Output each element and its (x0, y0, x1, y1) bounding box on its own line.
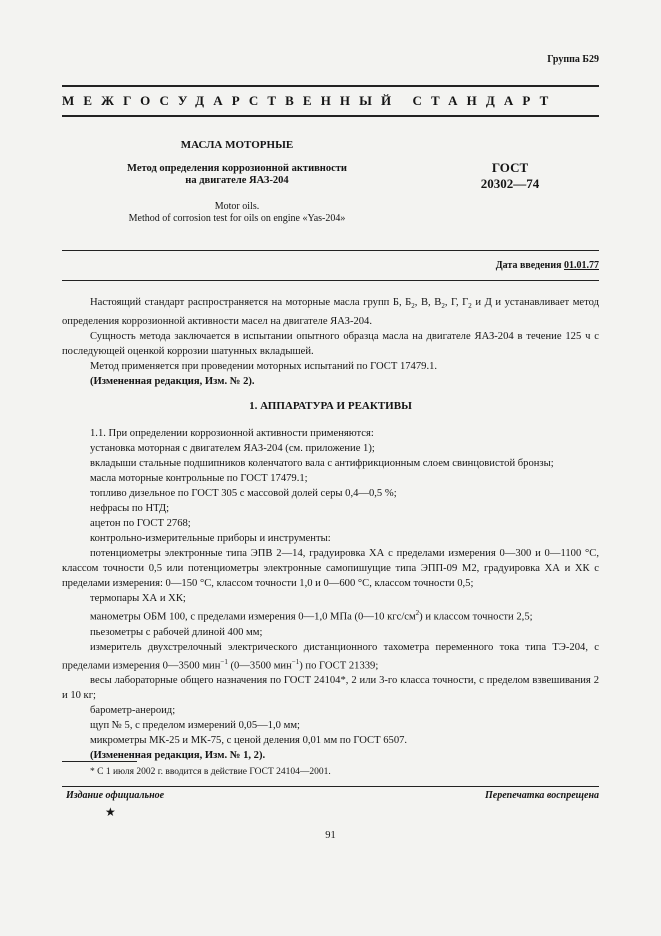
banner-rule (62, 115, 599, 117)
list-item: установка моторная с двигателем ЯАЗ-204 (см. приложение 1); (90, 443, 375, 455)
star-icon: ★ (105, 805, 116, 819)
text-run: измеритель двухстрелочный электрического дистанционного тахометра переменного тока типа ТЭ-204, с пределами измерения 0—3500 мин (62, 641, 599, 672)
subscript: 2 (468, 302, 472, 311)
list-item: топливо дизельное по ГОСТ 305 с массовой долей серы 0,4—0,5 %; (90, 488, 397, 500)
list-item: 1.1. При определении коррозионной активности применяются: (90, 428, 374, 440)
document-subtitle (62, 163, 412, 187)
text-run: , В, В (414, 297, 442, 308)
text-run: ) и классом точности 2,5; (419, 611, 533, 623)
gost-code: 20302—74 (480, 176, 540, 191)
date-rule (62, 280, 599, 281)
footnote-rule (62, 761, 137, 762)
english-title (62, 201, 412, 225)
paragraph-application: Метод применяется при проведении моторных испытаний по ГОСТ 17479.1. (90, 361, 438, 373)
subscript: 2 (441, 302, 445, 311)
top-rule (62, 85, 599, 87)
amendment-note: (Измененная редакция, Изм. № 1, 2). (90, 750, 266, 762)
list-item: ацетон по ГОСТ 2768; (90, 518, 191, 530)
list-item: микрометры МК-25 и МК-75, с ценой деления 0,01 мм по ГОСТ 6507. (90, 735, 408, 747)
document-title: МАСЛА МОТОРНЫЕ (180, 139, 294, 151)
gost-number (440, 160, 580, 192)
superscript: 2 (415, 609, 420, 618)
text-run: (0—3500 мин (227, 660, 292, 672)
effective-date-value: 01.01.77 (564, 260, 599, 271)
standard-banner: МЕЖГОСУДАРСТВЕННЫЙ СТАНДАРТ (62, 93, 558, 108)
text-run: и Д и устанавливает метод определения коррозионной активности масел на двигателе ЯАЗ-204. (62, 297, 599, 328)
list-item: нефрасы по НТД; (90, 503, 170, 515)
paragraph-scope (62, 295, 599, 329)
edition-note: Издание официальное (66, 790, 165, 801)
footnote: * С 1 июля 2002 г. вводится в действие ГОСТ 24104—2001. (90, 767, 331, 777)
list-item (62, 606, 599, 625)
effective-date-label: Дата введения (495, 260, 562, 271)
footer-rule (62, 786, 599, 787)
english-title-line-1: Motor oils. (214, 201, 260, 212)
subscript: 2 (411, 302, 415, 311)
superscript: −1 (220, 657, 228, 666)
list-item: потенциометры электронные типа ЭПВ 2—14, градуировка ХА с пределами измерения 0—300 и 0—1100 °С, классом точности 0,5 или потенциометры электронные самопишущие типа ЭПП-09 М2, градуировка ХА и ХК с пределами измерения: 0—150 °С, классом точности 1,0 и 0—600 °С, классом точности 0,5; (62, 548, 599, 590)
list-item: щуп № 5, с пределом измерений 0,05—1,0 мм; (90, 720, 300, 732)
subtitle-line-1: Метод определения коррозионной активности (127, 163, 347, 174)
main-text (62, 295, 599, 763)
paragraph-essence: Сущность метода заключается в испытании опытного образца масла на двигателе ЯАЗ-204 в течение 125 ч с последующей оценкой коррозии шатунных вкладышей. (62, 331, 599, 358)
list-item: контрольно-измерительные приборы и инструменты: (90, 533, 331, 545)
reprint-note: Перепечатка воспрещена (485, 790, 599, 801)
group-code: Группа Б29 (547, 54, 599, 65)
text-run: , Г, Г (444, 297, 469, 308)
list-item: весы лабораторные общего назначения по ГОСТ 24104*, 2 или 3-го класса точности, с пределом взвешивания 2 и 10 кг; (62, 675, 599, 702)
list-item: барометр-анероид; (90, 705, 176, 717)
list-item: масла моторные контрольные по ГОСТ 17479.1; (90, 473, 308, 485)
section-heading: 1. АППАРАТУРА И РЕАКТИВЫ (249, 400, 412, 413)
text-run: манометры ОБМ 100, с пределами измерения 0—1,0 МПа (0—10 кгс/см (90, 611, 416, 623)
subtitle-line-2: на двигателе ЯАЗ-204 (185, 175, 289, 186)
list-item: вкладыши стальные подшипников коленчатого вала с антифрикционным слоем свинцовистой бронзы; (90, 458, 554, 470)
list-item: термопары ХА и ХК; (90, 593, 186, 605)
text-run: ) по ГОСТ 21339; (299, 660, 379, 672)
list-item: пьезометры с рабочей длиной 400 мм; (90, 626, 263, 638)
gost-label: ГОСТ (491, 160, 529, 175)
page-number: 91 (325, 830, 336, 841)
title-rule (62, 250, 599, 251)
superscript: −1 (291, 657, 300, 666)
list-item (62, 640, 599, 674)
english-title-line-2: Method of corrosion test for oils on engine «Yas-204» (128, 213, 346, 224)
effective-date (496, 260, 599, 271)
paragraph-amendment: (Измененная редакция, Изм. № 2). (90, 376, 255, 388)
text-run: Настоящий стандарт распространяется на моторные масла групп Б, Б (90, 297, 412, 308)
